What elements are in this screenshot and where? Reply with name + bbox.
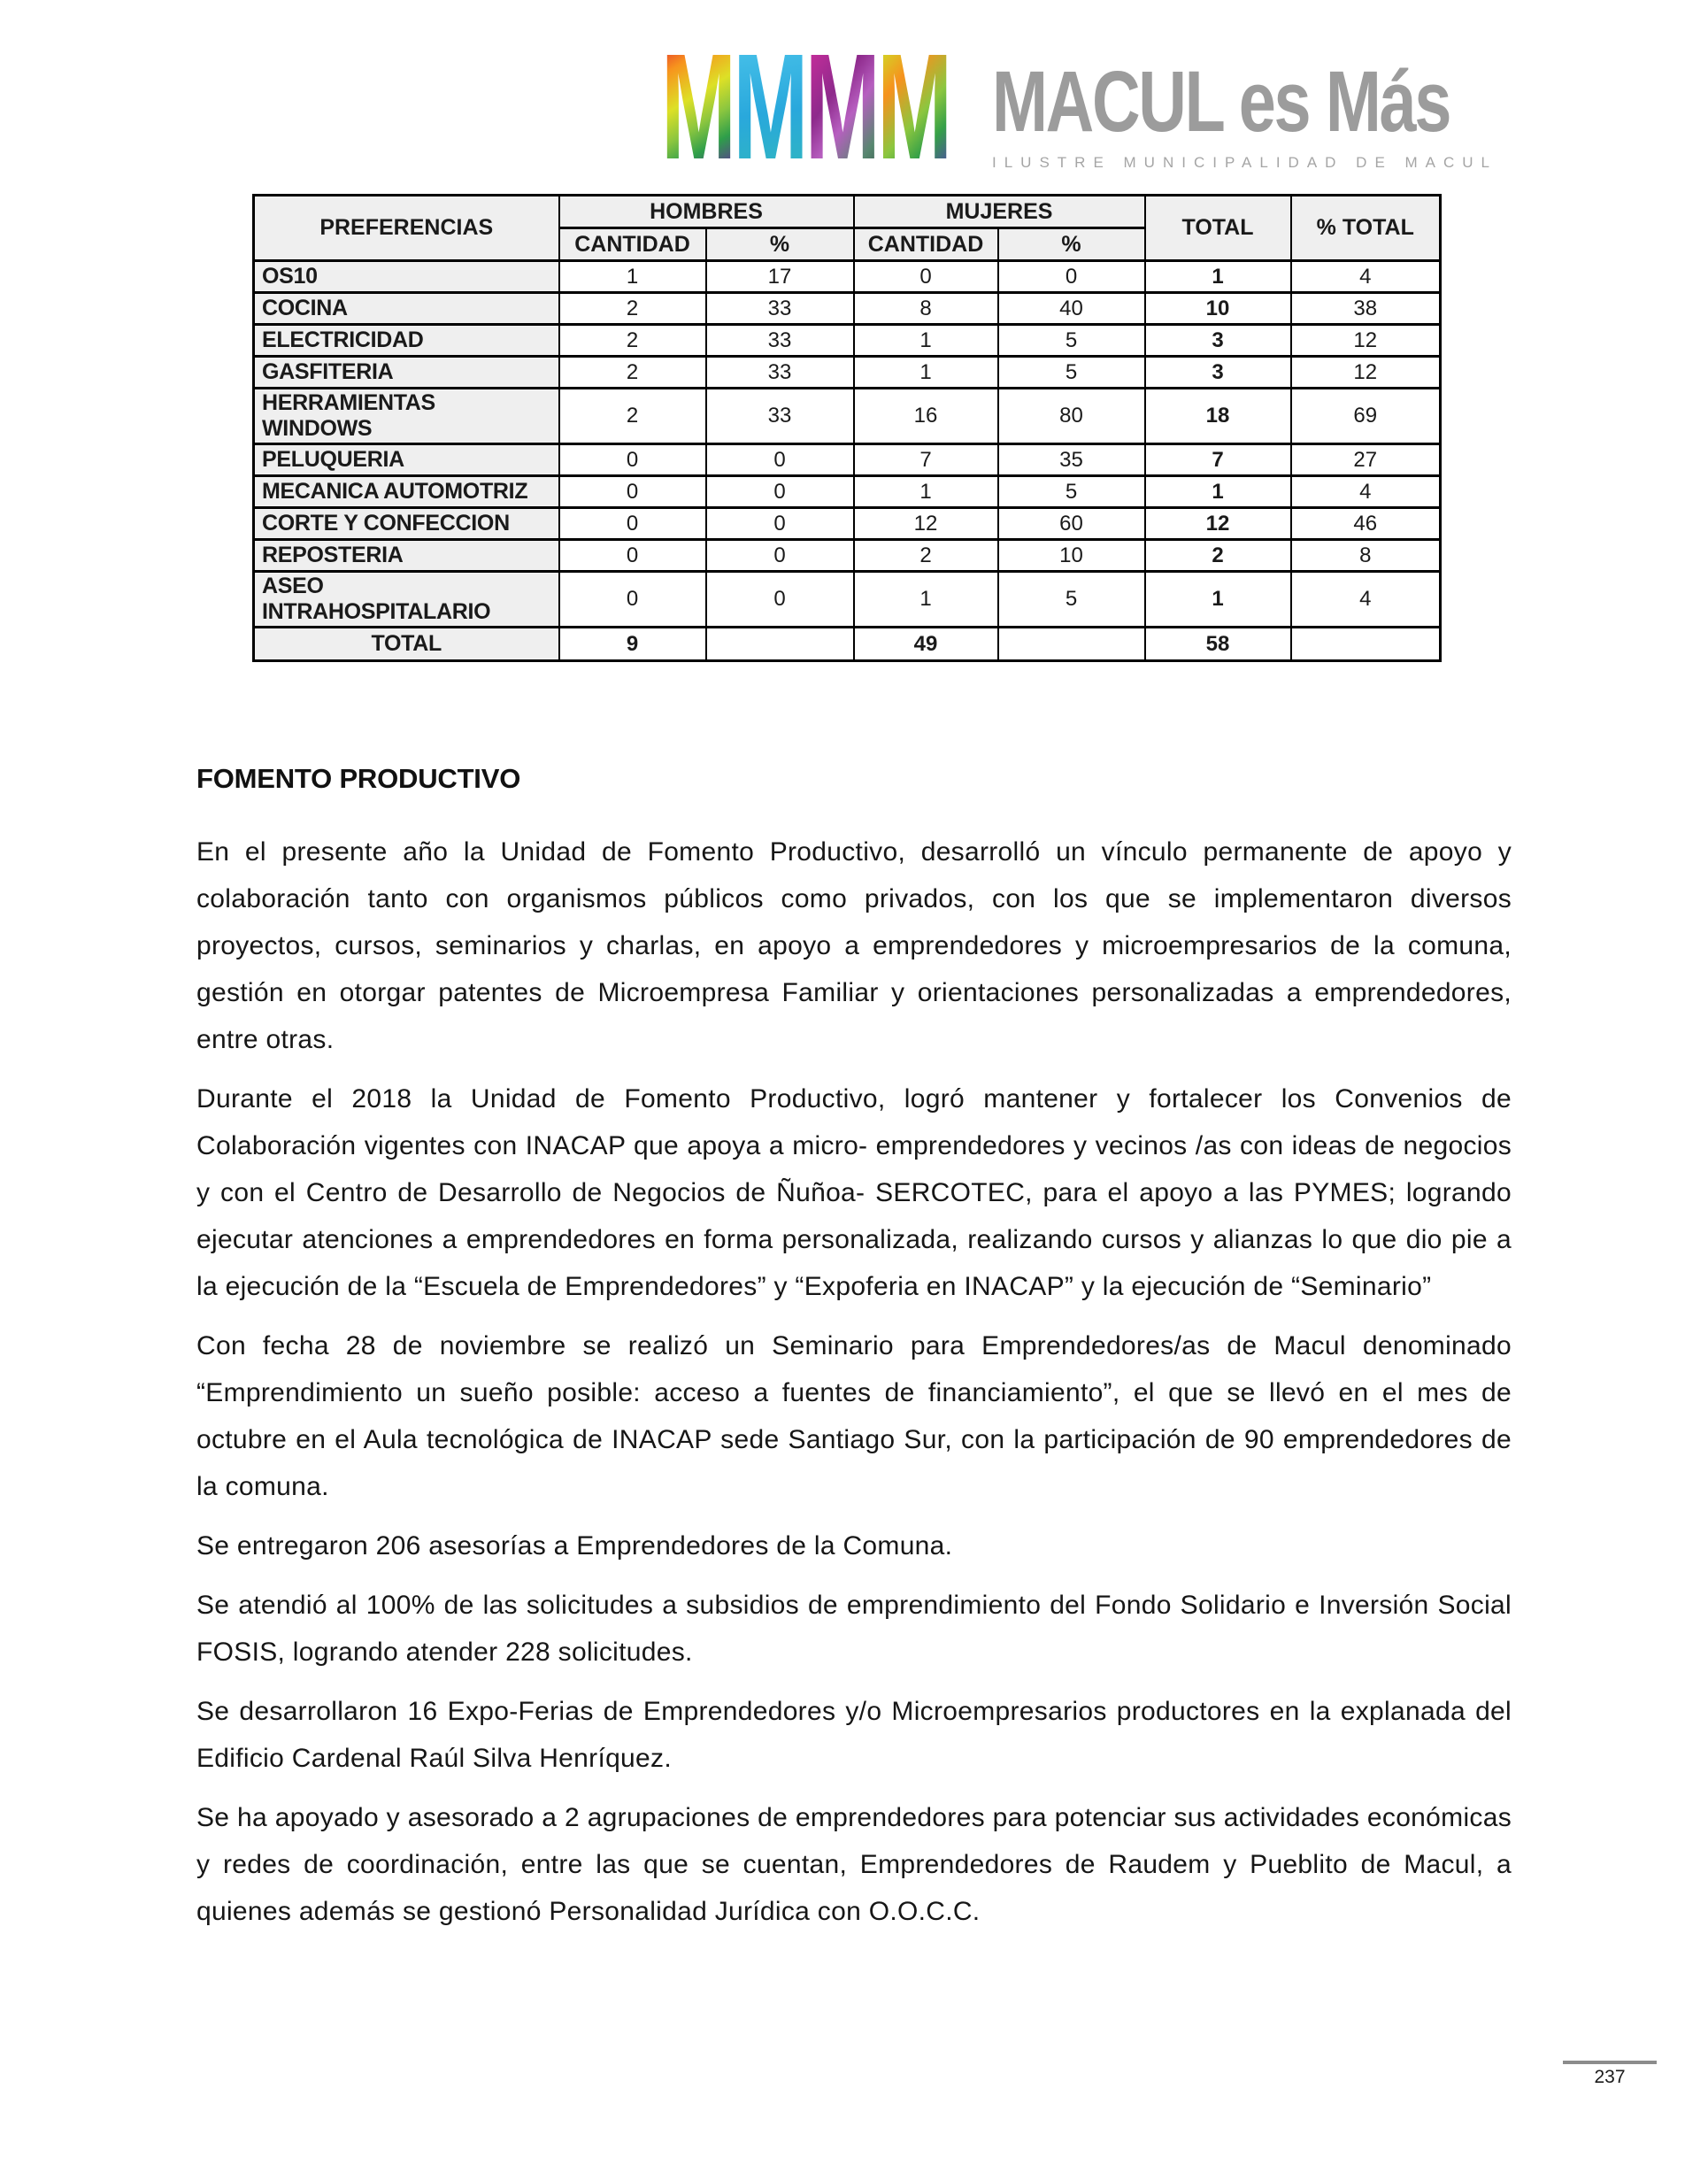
value-cell: 33 xyxy=(706,325,854,357)
header-pct-total: % TOTAL xyxy=(1291,196,1441,261)
value-cell: 69 xyxy=(1291,389,1441,444)
value-cell: 27 xyxy=(1291,444,1441,476)
logo-title: MACUL es Más xyxy=(992,53,1450,150)
value-cell: 33 xyxy=(706,357,854,389)
header-preferencias: PREFERENCIAS xyxy=(254,196,559,261)
value-cell: 10 xyxy=(998,540,1145,572)
logo-m-letter: M xyxy=(877,23,950,191)
value-cell: 4 xyxy=(1291,261,1441,293)
header-logo xyxy=(661,23,1579,191)
total-mujeres-pct xyxy=(998,628,1145,661)
value-cell: 8 xyxy=(1291,540,1441,572)
subheader-cantidad-hombres: CANTIDAD xyxy=(559,228,706,261)
preference-label-cell: REPOSTERIA xyxy=(254,540,559,572)
logo-m-letter: M xyxy=(804,23,878,191)
value-cell: 0 xyxy=(559,444,706,476)
value-cell: 4 xyxy=(1291,476,1441,508)
preferences-table-body xyxy=(254,261,1441,628)
total-row-label: TOTAL xyxy=(254,628,559,661)
paragraph: Durante el 2018 la Unidad de Fomento Productivo, logró mantener y fortalecer los Convenios de Colaboración vigentes con INACAP que apoya a micro- emprendedores y vecinos /as con ideas de negocios y con el Centro de Desarrollo de Negocios de Ñuñoa- SERCOTEC, para el apoyo a las PYMES; logrando ejecutar atenciones a emprendedores en forma personalizada, realizando cursos y alianzas lo que dio pie a la ejecución de la “Escuela de Emprendedores” y “Expoferia en INACAP” y la ejecución de “Seminario” xyxy=(196,1084,1512,1301)
value-cell: 2 xyxy=(559,325,706,357)
header-total: TOTAL xyxy=(1145,196,1291,261)
preferences-table xyxy=(252,194,1442,662)
value-cell: 12 xyxy=(1291,357,1441,389)
total-hombres-pct xyxy=(706,628,854,661)
page-footer xyxy=(1563,2061,1657,2088)
preference-label-cell: MECANICA AUTOMOTRIZ xyxy=(254,476,559,508)
preference-label-cell: CORTE Y CONFECCION xyxy=(254,508,559,540)
value-cell: 1 xyxy=(1145,261,1291,293)
value-cell: 0 xyxy=(706,444,854,476)
value-cell: 10 xyxy=(1145,293,1291,325)
total-overall: 58 xyxy=(1145,628,1291,661)
logo-m-letter: M xyxy=(733,23,805,191)
preference-label-cell: OS10 xyxy=(254,261,559,293)
preference-label-cell: ASEO INTRAHOSPITALARIO xyxy=(254,572,559,628)
subheader-pct-mujeres: % xyxy=(998,228,1145,261)
paragraph: Con fecha 28 de noviembre se realizó un Seminario para Emprendedores/as de Macul denominado “Emprendimiento un sueño posible: acceso a fuentes de financiamiento”, el que se llevó en el mes de octubre en el Aula tecnológica de INACAP sede Santiago Sur, con la participación de 90 emprendedores de la comuna. xyxy=(196,1331,1512,1501)
value-cell: 1 xyxy=(1145,476,1291,508)
value-cell: 2 xyxy=(559,389,706,444)
value-cell: 2 xyxy=(1145,540,1291,572)
value-cell: 1 xyxy=(1145,572,1291,628)
table-row xyxy=(254,325,1441,357)
table-footer xyxy=(254,628,1441,661)
value-cell: 7 xyxy=(854,444,998,476)
value-cell: 12 xyxy=(1291,325,1441,357)
value-cell: 40 xyxy=(998,293,1145,325)
preference-label-cell: PELUQUERIA xyxy=(254,444,559,476)
value-cell: 5 xyxy=(998,325,1145,357)
page-number: 237 xyxy=(1594,2067,1626,2087)
value-cell: 5 xyxy=(998,572,1145,628)
value-cell: 0 xyxy=(706,540,854,572)
subheader-pct-hombres: % xyxy=(706,228,854,261)
value-cell: 1 xyxy=(854,357,998,389)
section-title: FOMENTO PRODUCTIVO xyxy=(196,763,521,794)
value-cell: 1 xyxy=(854,476,998,508)
value-cell: 0 xyxy=(559,476,706,508)
value-cell: 60 xyxy=(998,508,1145,540)
logo-subtitle: ILUSTRE MUNICIPALIDAD DE MACUL xyxy=(992,154,1498,171)
table-row xyxy=(254,508,1441,540)
table-row xyxy=(254,476,1441,508)
value-cell: 8 xyxy=(854,293,998,325)
value-cell: 46 xyxy=(1291,508,1441,540)
paragraph: Se atendió al 100% de las solicitudes a subsidios de emprendimiento del Fondo Solidario e Inversión Social FOSIS, logrando atender 228 solicitudes. xyxy=(196,1591,1512,1667)
logo-mmmm xyxy=(661,23,971,191)
value-cell: 1 xyxy=(854,572,998,628)
value-cell: 7 xyxy=(1145,444,1291,476)
subheader-cantidad-mujeres: CANTIDAD xyxy=(854,228,998,261)
preference-label-cell: ELECTRICIDAD xyxy=(254,325,559,357)
value-cell: 12 xyxy=(1145,508,1291,540)
value-cell: 2 xyxy=(854,540,998,572)
header-hombres: HOMBRES xyxy=(559,196,854,228)
value-cell: 0 xyxy=(559,540,706,572)
value-cell: 1 xyxy=(559,261,706,293)
value-cell: 18 xyxy=(1145,389,1291,444)
value-cell: 33 xyxy=(706,389,854,444)
value-cell: 2 xyxy=(559,357,706,389)
table-row xyxy=(254,540,1441,572)
table-row xyxy=(254,293,1441,325)
value-cell: 0 xyxy=(706,476,854,508)
value-cell: 17 xyxy=(706,261,854,293)
table-header-row-1 xyxy=(254,196,1441,228)
value-cell: 38 xyxy=(1291,293,1441,325)
paragraph: Se ha apoyado y asesorado a 2 agrupaciones de emprendedores para potenciar sus actividades económicas y redes de coordinación, entre las que se cuentan, Emprendedores de Raudem y Pueblito de Macul, a quienes además se gestionó Personalidad Jurídica con O.O.C.C. xyxy=(196,1803,1512,1926)
preference-label-cell: HERRAMIENTAS WINDOWS xyxy=(254,389,559,444)
value-cell: 3 xyxy=(1145,357,1291,389)
header-mujeres: MUJERES xyxy=(854,196,1145,228)
value-cell: 5 xyxy=(998,357,1145,389)
logo-text-block xyxy=(992,50,1579,172)
paragraph: Se desarrollaron 16 Expo-Ferias de Emprendedores y/o Microempresarios productores en la explanada del Edificio Cardenal Raúl Silva Henríquez. xyxy=(196,1697,1512,1773)
value-cell: 16 xyxy=(854,389,998,444)
value-cell: 3 xyxy=(1145,325,1291,357)
total-hombres-cantidad: 9 xyxy=(559,628,706,661)
table-row xyxy=(254,572,1441,628)
value-cell: 33 xyxy=(706,293,854,325)
value-cell: 0 xyxy=(854,261,998,293)
table-row xyxy=(254,261,1441,293)
table-header xyxy=(254,196,1441,261)
value-cell: 0 xyxy=(706,572,854,628)
value-cell: 0 xyxy=(559,508,706,540)
value-cell: 0 xyxy=(559,572,706,628)
total-pct-overall xyxy=(1291,628,1441,661)
paragraph: Se entregaron 206 asesorías a Emprendedores de la Comuna. xyxy=(196,1531,953,1561)
value-cell: 1 xyxy=(854,325,998,357)
main-content xyxy=(196,763,1512,1947)
paragraph: En el presente año la Unidad de Fomento Productivo, desarrolló un vínculo permanente de apoyo y colaboración tanto con organismos públicos como privados, con los que se implementaron diversos proyectos, cursos, seminarios y charlas, en apoyo a emprendedores y microempresarios de la comuna, gestión en otorgar patentes de Microempresa Familiar y orientaciones personalizadas a emprendedores, entre otras. xyxy=(196,837,1512,1054)
total-mujeres-cantidad: 49 xyxy=(854,628,998,661)
value-cell: 2 xyxy=(559,293,706,325)
value-cell: 35 xyxy=(998,444,1145,476)
total-row xyxy=(254,628,1441,661)
value-cell: 12 xyxy=(854,508,998,540)
preference-label-cell: GASFITERIA xyxy=(254,357,559,389)
logo-m-letter: M xyxy=(661,23,734,191)
logo-mmmm-letters xyxy=(661,23,950,191)
value-cell: 5 xyxy=(998,476,1145,508)
preference-label-cell: COCINA xyxy=(254,293,559,325)
table-row xyxy=(254,357,1441,389)
value-cell: 0 xyxy=(706,508,854,540)
table-row xyxy=(254,389,1441,444)
value-cell: 4 xyxy=(1291,572,1441,628)
value-cell: 80 xyxy=(998,389,1145,444)
value-cell: 0 xyxy=(998,261,1145,293)
table-row xyxy=(254,444,1441,476)
